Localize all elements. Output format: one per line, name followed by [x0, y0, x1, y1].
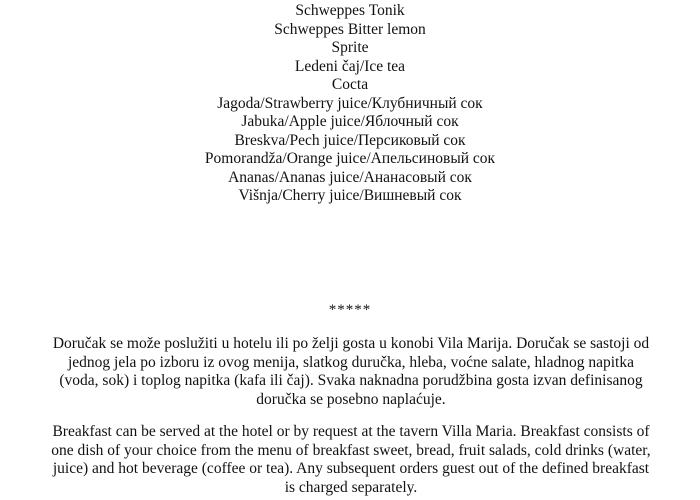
drink-item: Pomorandža/Orange juice/Апельсиновый сок	[204, 150, 496, 167]
drink-item: Jagoda/Strawberry juice/Клубничный сок	[217, 94, 483, 112]
drink-item: Sprite	[331, 39, 369, 56]
paragraph-line: is charged separately.	[284, 478, 418, 496]
paragraph-line: jednog jela po izboru iz ovog menija, slatkog duručka, hleba, voćne salate, hladnog napitka	[67, 353, 634, 371]
paragraph-line: juice) and hot beverage (coffee or tea). Any subsequent orders guest out of the defined breakfast	[52, 460, 650, 478]
paragraph-line: one dish of your choice from the menu of breakfast sweet, bread, fruit salads, cold drinks (water,	[51, 441, 651, 459]
drink-item: Schweppes Tonik	[295, 2, 405, 19]
drink-item: Višnja/Cherry juice/Вишневый сок	[238, 187, 462, 204]
breakfast-note-serbian	[26, 335, 676, 409]
paragraph-line: (voda, sok) i toplog napitka (kafa ili čaj). Svaka naknadna porudžbina gosta izvan definisanog	[59, 372, 643, 390]
paragraph-line: Breakfast can be served at the hotel or by request at the tavern Villa Maria. Breakfast consists of	[52, 423, 650, 440]
paragraph-line: Doručak se može poslužiti u hotelu ili po želji gosta u konobi Vila Marija. Doručak se sastoji od	[52, 335, 650, 352]
drink-item: Breskva/Pech juice/Персиковый сок	[234, 131, 466, 149]
paragraph-line: doručka se posebno naplaćuje.	[256, 390, 446, 408]
section-separator: *****	[328, 302, 372, 318]
drinks-list	[0, 2, 700, 206]
breakfast-note-english	[26, 423, 676, 497]
drink-item: Cocta	[331, 76, 369, 93]
drink-item: Jabuka/Apple juice/Яблочный сок	[241, 113, 459, 130]
drink-item: Ledeni čaj/Ice tea	[294, 57, 406, 75]
drink-item: Ananas/Ananas juice/Ананасовый сок	[228, 168, 472, 186]
drink-item: Schweppes Bitter lemon	[274, 20, 426, 38]
